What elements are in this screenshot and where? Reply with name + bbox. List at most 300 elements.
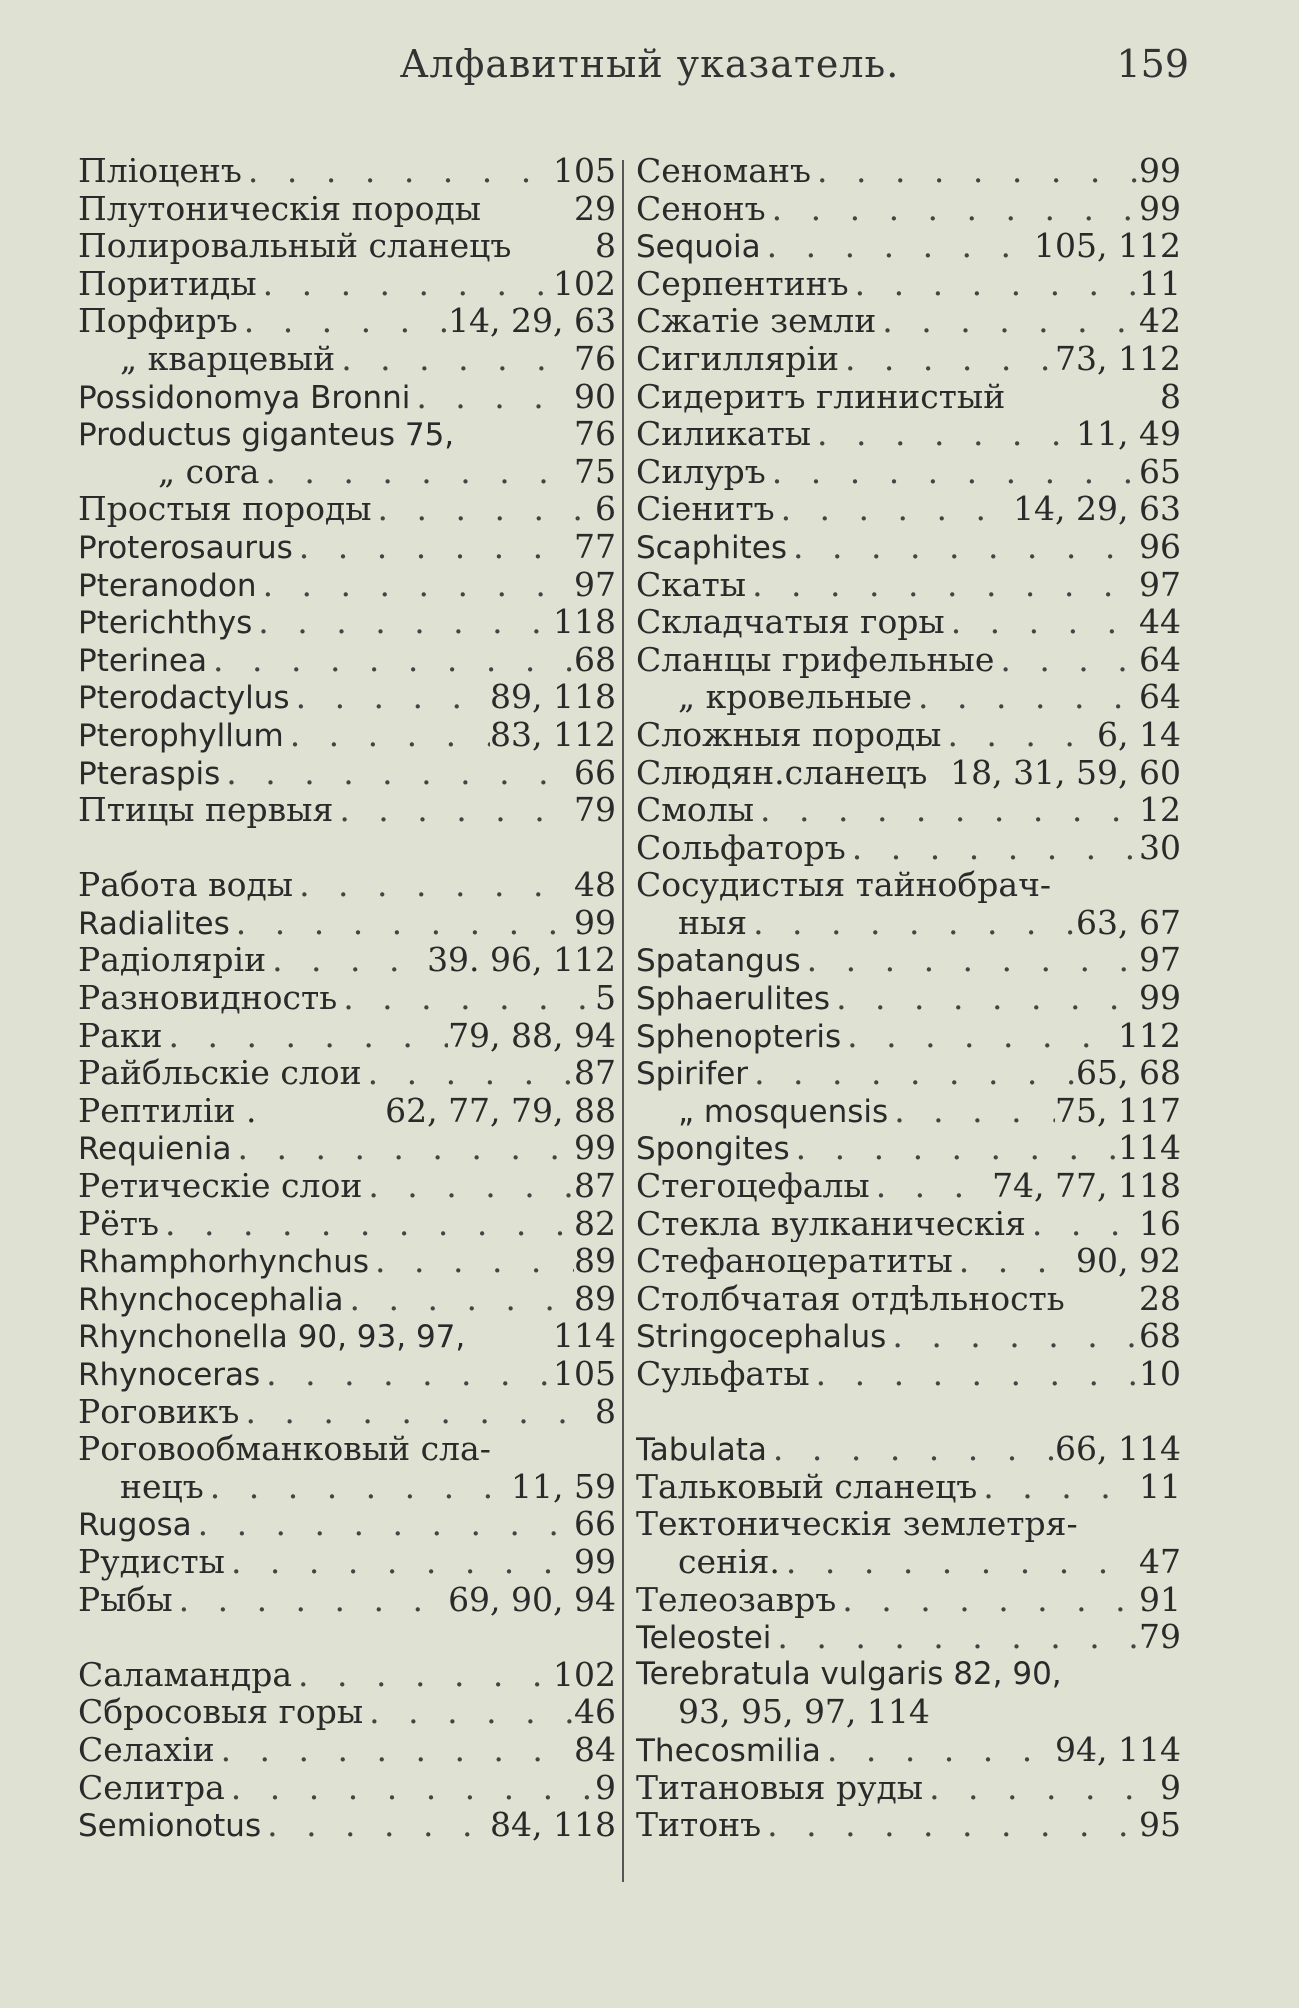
index-entry xyxy=(636,1054,1181,1092)
dot-leader xyxy=(362,1167,574,1205)
page-references: 97 xyxy=(1139,941,1181,980)
dot-leader xyxy=(333,791,574,829)
section-gap xyxy=(78,1618,616,1656)
dot-leader xyxy=(225,1543,574,1581)
index-entry xyxy=(636,754,1181,792)
index-entry xyxy=(636,678,1181,716)
index-term: Рептиліи . xyxy=(78,1091,257,1130)
index-entry xyxy=(636,1581,1181,1619)
index-term: Силуръ xyxy=(636,452,766,491)
index-term: Spirifer xyxy=(636,1056,749,1092)
index-term: Слюдян.сланецъ xyxy=(636,753,928,792)
dot-leader xyxy=(239,1393,595,1431)
index-term: Простыя породы xyxy=(78,490,372,528)
dot-leader xyxy=(888,1092,1055,1130)
index-entry xyxy=(78,641,616,679)
dot-leader xyxy=(846,829,1139,867)
page-references: 99 xyxy=(1139,152,1181,190)
page-references: 75 xyxy=(574,452,616,491)
dot-leader xyxy=(293,528,574,566)
dot-leader xyxy=(790,1129,1118,1167)
dot-leader xyxy=(207,641,574,679)
index-term: Рудисты xyxy=(78,1542,225,1581)
index-term: Стекла вулканическія xyxy=(636,1204,1026,1243)
page-references: 68 xyxy=(1139,1317,1181,1355)
dot-leader xyxy=(204,1468,511,1506)
index-entry xyxy=(636,1618,1181,1656)
page-references: 16 xyxy=(1139,1204,1181,1243)
index-term: Плутоническія породы xyxy=(78,189,482,228)
index-column-right xyxy=(636,152,1181,1844)
dot-leader xyxy=(912,678,1139,716)
page-references: 94, 114 xyxy=(1055,1730,1181,1769)
index-entry xyxy=(636,941,1181,979)
index-entry xyxy=(78,866,616,904)
index-entry xyxy=(78,528,616,566)
dot-leader xyxy=(747,904,1076,942)
dot-leader xyxy=(260,1355,553,1393)
page-references: 87 xyxy=(574,1054,616,1092)
running-title: Алфавитный указатель. xyxy=(399,42,900,86)
page-references: 87 xyxy=(574,1167,616,1205)
index-term: Pterichthys xyxy=(78,605,253,641)
index-term: Thecosmilia xyxy=(636,1732,821,1769)
page-references: 75, 117 xyxy=(1055,1091,1181,1130)
page-references: 79 xyxy=(574,791,616,829)
index-term: Sequoia xyxy=(636,229,761,265)
index-entry xyxy=(636,302,1181,340)
index-term: Скаты xyxy=(636,565,747,604)
dot-leader xyxy=(870,1167,992,1205)
page-references: 105, 112 xyxy=(1034,227,1181,265)
index-entry xyxy=(78,1543,616,1581)
index-term: Полировальный сланецъ xyxy=(78,227,512,265)
dot-leader xyxy=(192,1505,574,1543)
page-references: 10 xyxy=(1139,1355,1181,1393)
index-term: Сбросовыя горы xyxy=(78,1693,364,1731)
index-entry xyxy=(636,1092,1181,1130)
page-references: 64 xyxy=(1139,640,1181,679)
index-term: Серпентинъ xyxy=(636,264,849,303)
index-term: Сигилляріи xyxy=(636,339,839,378)
page-references: 66, 114 xyxy=(1055,1430,1181,1468)
page-references: 96 xyxy=(1139,527,1181,566)
dot-leader xyxy=(761,227,1034,265)
dot-leader xyxy=(839,340,1055,378)
index-term: сенія. xyxy=(678,1542,780,1581)
page-references: 99 xyxy=(574,903,616,942)
index-term: Terebratula vulgaris 82, 90, xyxy=(636,1655,1062,1692)
index-entry xyxy=(78,941,616,979)
index-term: Райбльскіе слои xyxy=(78,1054,362,1092)
index-term: Сеноманъ xyxy=(636,152,811,190)
index-entry xyxy=(636,190,1181,228)
dot-leader xyxy=(923,1769,1160,1807)
page-references: 39. 96, 112 xyxy=(427,941,616,980)
page-references: 112 xyxy=(1118,1016,1181,1055)
index-entry xyxy=(636,1355,1181,1393)
index-entry xyxy=(636,1543,1181,1581)
index-entry xyxy=(636,415,1181,453)
dot-leader xyxy=(821,1731,1055,1769)
index-term: Селитра xyxy=(78,1768,225,1807)
dot-leader xyxy=(337,979,595,1017)
index-entry xyxy=(78,340,616,378)
dot-leader xyxy=(232,1129,575,1167)
dot-leader xyxy=(230,904,574,942)
dot-leader xyxy=(841,1017,1118,1055)
index-entry xyxy=(78,1242,616,1280)
dot-leader xyxy=(293,866,574,904)
index-entry xyxy=(636,1769,1181,1807)
dot-leader xyxy=(252,603,553,641)
index-term: Сосудистыя тайнобрач- xyxy=(636,866,1052,904)
index-entry xyxy=(78,1731,616,1769)
index-entry xyxy=(636,791,1181,829)
dot-leader xyxy=(830,979,1139,1017)
dot-leader xyxy=(771,1618,1139,1656)
index-entry xyxy=(78,1129,616,1167)
index-entry xyxy=(636,227,1181,265)
index-entry xyxy=(78,1280,616,1318)
index-term: Possidonomya Bronni xyxy=(78,379,411,416)
page-references: 42 xyxy=(1139,302,1181,340)
index-entry xyxy=(78,1693,616,1731)
index-entry xyxy=(636,866,1181,904)
dot-leader xyxy=(215,1731,574,1769)
index-entry xyxy=(636,378,1181,416)
page-references: 6, 14 xyxy=(1097,715,1181,754)
dot-leader xyxy=(754,791,1139,829)
index-term: Sphenopteris xyxy=(636,1018,842,1055)
page-references: 102 xyxy=(553,264,616,303)
dot-leader xyxy=(238,302,448,340)
index-entry xyxy=(636,829,1181,867)
page-references: 66 xyxy=(574,1505,616,1543)
page-references: 83, 112 xyxy=(490,715,616,754)
dot-leader xyxy=(372,490,595,528)
page-references: 8 xyxy=(1160,377,1181,416)
page-number: 159 xyxy=(1116,42,1189,86)
page-references: 12 xyxy=(1139,791,1181,829)
index-entry xyxy=(636,1242,1181,1280)
index-entry xyxy=(78,979,616,1017)
dot-leader xyxy=(761,1806,1139,1844)
dot-leader xyxy=(748,1054,1076,1092)
index-entry xyxy=(636,1731,1181,1769)
index-term: Сенонъ xyxy=(636,189,766,228)
page-references: 62, 77, 79, 88 xyxy=(385,1091,616,1130)
page-references: 47 xyxy=(1139,1542,1181,1581)
index-entry xyxy=(78,453,616,491)
index-entry xyxy=(636,1430,1181,1468)
dot-leader xyxy=(766,190,1139,228)
dot-leader xyxy=(159,1205,574,1243)
index-term: Тальковый сланецъ xyxy=(636,1467,978,1506)
page-references: 11 xyxy=(1139,264,1181,303)
dot-leader xyxy=(945,603,1139,641)
page-references: 79, 88, 94 xyxy=(448,1016,616,1055)
index-term: Semionotus xyxy=(78,1808,262,1844)
page-references: 73, 112 xyxy=(1055,339,1181,378)
index-term: Работа воды xyxy=(78,866,294,904)
index-entry xyxy=(636,340,1181,378)
index-term: нецъ xyxy=(120,1467,204,1506)
index-term: Смолы xyxy=(636,791,755,829)
page-references: 68 xyxy=(574,640,616,679)
dot-leader xyxy=(362,1054,574,1092)
dot-leader xyxy=(257,265,553,303)
page-references: 30 xyxy=(1139,828,1181,867)
dot-leader xyxy=(363,1693,574,1731)
page-references: 97 xyxy=(574,565,616,604)
index-term: Сольфаторъ xyxy=(636,828,846,867)
index-term: Телеозавръ xyxy=(636,1580,837,1619)
index-term: Сложныя породы xyxy=(636,715,942,754)
dot-leader xyxy=(292,1656,553,1694)
index-term: Rhynchonella 90, 93, 97, xyxy=(78,1319,466,1355)
index-entry xyxy=(636,979,1181,1017)
index-term: Порфиръ xyxy=(78,302,238,340)
page-references: 90 xyxy=(574,377,616,416)
index-term: 93, 95, 97, 114 xyxy=(678,1693,930,1731)
index-entry xyxy=(636,152,1181,190)
index-entry xyxy=(78,791,616,829)
index-entry xyxy=(636,528,1181,566)
dot-leader xyxy=(836,1581,1139,1619)
page-references: 79 xyxy=(1139,1618,1181,1656)
page-references: 76 xyxy=(574,339,616,378)
index-entry xyxy=(78,1092,616,1130)
dot-leader xyxy=(261,1806,490,1844)
dot-leader xyxy=(766,453,1139,491)
index-term: Pterophyllum xyxy=(78,717,284,754)
dot-leader xyxy=(849,265,1139,303)
index-entry xyxy=(78,190,616,228)
index-term: Титановыя руды xyxy=(636,1768,924,1807)
dot-leader xyxy=(284,716,490,754)
index-term: Титонъ xyxy=(636,1806,762,1844)
index-entry xyxy=(78,754,616,792)
page-references: 66 xyxy=(574,753,616,792)
page-references: 65 xyxy=(1139,452,1181,491)
page-references: 99 xyxy=(574,1542,616,1581)
page-references: 74, 77, 118 xyxy=(992,1167,1181,1205)
page-references: 89 xyxy=(574,1242,616,1280)
index-entry xyxy=(636,1129,1181,1167)
page-references: 63, 67 xyxy=(1076,903,1181,942)
index-entry xyxy=(78,603,616,641)
page-references: 28 xyxy=(1139,1279,1181,1318)
index-term: Pterinea xyxy=(78,642,207,679)
index-term: Pterodactylus xyxy=(78,680,290,716)
index-entry xyxy=(78,904,616,942)
index-entry xyxy=(78,227,616,265)
index-term: Tabulata xyxy=(636,1432,767,1468)
index-term: Сульфаты xyxy=(636,1355,810,1393)
index-entry xyxy=(78,678,616,716)
page-references: 118 xyxy=(553,603,616,641)
page-header xyxy=(0,28,1299,98)
index-term: Рыбы xyxy=(78,1580,173,1619)
page-references: 99 xyxy=(1139,189,1181,228)
index-term: Раки xyxy=(78,1016,163,1055)
index-term: ныя xyxy=(678,903,748,942)
index-term: „ кварцевый xyxy=(120,339,336,378)
page-references: 95 xyxy=(1139,1806,1181,1844)
dot-leader xyxy=(259,453,574,491)
column-divider xyxy=(622,160,624,1882)
index-term: Spatangus xyxy=(636,943,801,980)
page-references: 97 xyxy=(1139,565,1181,604)
page-references: 11, 59 xyxy=(511,1467,616,1506)
page-references: 99 xyxy=(574,1129,616,1168)
page-references: 65, 68 xyxy=(1076,1054,1181,1092)
page-references: 90, 92 xyxy=(1076,1242,1181,1280)
page-references: 114 xyxy=(553,1317,616,1355)
index-term: Селахіи xyxy=(78,1730,215,1769)
index-term: Сланцы грифельные xyxy=(636,640,995,679)
index-entry xyxy=(78,302,616,340)
index-term: Сжатіе земли xyxy=(636,302,877,340)
index-entry xyxy=(636,1280,1181,1318)
page-references: 102 xyxy=(553,1655,616,1694)
page-references: 105 xyxy=(553,152,616,190)
index-term: Pteraspis xyxy=(78,755,221,792)
dot-leader xyxy=(801,941,1139,979)
index-entry xyxy=(78,566,616,604)
index-entry xyxy=(636,1317,1181,1355)
index-entry xyxy=(78,378,616,416)
index-entry xyxy=(78,1355,616,1393)
index-term: „ кровельные xyxy=(678,678,913,716)
page-references: 14, 29, 63 xyxy=(448,302,616,340)
index-entry xyxy=(636,641,1181,679)
index-term: Sphaerulites xyxy=(636,981,831,1017)
dot-leader xyxy=(994,641,1139,679)
dot-leader xyxy=(876,302,1139,340)
index-entry xyxy=(78,1769,616,1807)
index-term: Stringocephalus xyxy=(636,1319,887,1355)
dot-leader xyxy=(266,941,427,979)
page-references: 48 xyxy=(574,866,616,904)
page-references: 44 xyxy=(1139,603,1181,641)
page-references: 105 xyxy=(553,1355,616,1393)
dot-leader xyxy=(225,1769,595,1807)
index-term: Ретическіе слои xyxy=(78,1167,363,1205)
page-references: 89 xyxy=(574,1279,616,1318)
index-term: Scaphites xyxy=(636,529,788,566)
page-references: 6 xyxy=(595,490,616,528)
index-entry xyxy=(78,716,616,754)
index-entry xyxy=(78,1468,616,1506)
index-entry xyxy=(78,490,616,528)
dot-leader xyxy=(787,528,1139,566)
index-term: Requienia xyxy=(78,1131,232,1168)
index-term: Радіоляріи xyxy=(78,941,267,980)
index-term: Роговикъ xyxy=(78,1392,240,1431)
index-entry xyxy=(636,1468,1181,1506)
index-entry xyxy=(636,716,1181,754)
index-term: „ cora xyxy=(158,452,260,491)
page-references: 9 xyxy=(595,1768,616,1807)
dot-leader xyxy=(941,716,1097,754)
index-term: Роговообманковый сла- xyxy=(78,1430,491,1468)
section-gap xyxy=(636,1393,1181,1431)
dot-leader xyxy=(811,152,1139,190)
index-term: Стефаноцератиты xyxy=(636,1242,953,1280)
index-term: Pteranodon xyxy=(78,567,257,604)
page-references: 8 xyxy=(595,1392,616,1431)
index-term: Teleostei xyxy=(636,1620,772,1656)
page-references: 114 xyxy=(1118,1129,1181,1168)
page-references: 99 xyxy=(1139,979,1181,1017)
page-references: 69, 90, 94 xyxy=(448,1580,616,1619)
index-term: Стегоцефалы xyxy=(636,1167,870,1205)
index-term: Разновидность xyxy=(78,979,338,1017)
index-entry xyxy=(636,1656,1181,1694)
index-term: Rhynchocephalia xyxy=(78,1281,344,1318)
index-entry xyxy=(78,415,616,453)
dot-leader xyxy=(242,152,553,190)
page-references: 9 xyxy=(1160,1768,1181,1807)
dot-leader xyxy=(410,378,574,416)
page-references: 11 xyxy=(1139,1467,1181,1506)
index-term: Radialites xyxy=(78,905,230,942)
dot-leader xyxy=(886,1317,1139,1355)
page-references: 84, 118 xyxy=(490,1806,616,1844)
index-term: Столбчатая отдѣльность xyxy=(636,1279,1065,1318)
index-entry xyxy=(78,1393,616,1431)
index-term: Рётъ xyxy=(78,1204,159,1243)
dot-leader xyxy=(290,678,490,716)
index-term: Сидеритъ глинистый xyxy=(636,377,1006,416)
dot-leader xyxy=(810,1355,1139,1393)
index-entry xyxy=(636,1205,1181,1243)
index-term: Складчатыя горы xyxy=(636,603,945,641)
index-entry xyxy=(636,566,1181,604)
page-references: 84 xyxy=(574,1730,616,1769)
section-gap xyxy=(78,829,616,867)
dot-leader xyxy=(344,1280,575,1318)
index-entry xyxy=(78,265,616,303)
index-entry xyxy=(78,152,616,190)
index-entry xyxy=(78,1054,616,1092)
index-term: Силикаты xyxy=(636,415,812,453)
index-term: Пліоценъ xyxy=(78,152,242,190)
dot-leader xyxy=(977,1468,1139,1506)
dot-leader xyxy=(1026,1205,1139,1243)
index-entry xyxy=(78,1430,616,1468)
dot-leader xyxy=(811,415,1076,453)
dot-leader xyxy=(953,1242,1076,1280)
page-references: 82 xyxy=(574,1204,616,1243)
page-references: 8 xyxy=(595,227,616,265)
index-term: Rugosa xyxy=(78,1507,192,1543)
index-entry xyxy=(636,603,1181,641)
page-references: 91 xyxy=(1139,1580,1181,1619)
page-references: 18, 31, 59, 60 xyxy=(950,753,1181,792)
index-entry xyxy=(78,1505,616,1543)
index-entry xyxy=(636,490,1181,528)
index-entry xyxy=(78,1581,616,1619)
page-references: 76 xyxy=(574,415,616,453)
index-term: Spongites xyxy=(636,1131,790,1168)
index-entry xyxy=(78,1656,616,1694)
index-term: Rhynoceras xyxy=(78,1357,261,1393)
page-references: 5 xyxy=(595,979,616,1017)
index-entry xyxy=(78,1205,616,1243)
